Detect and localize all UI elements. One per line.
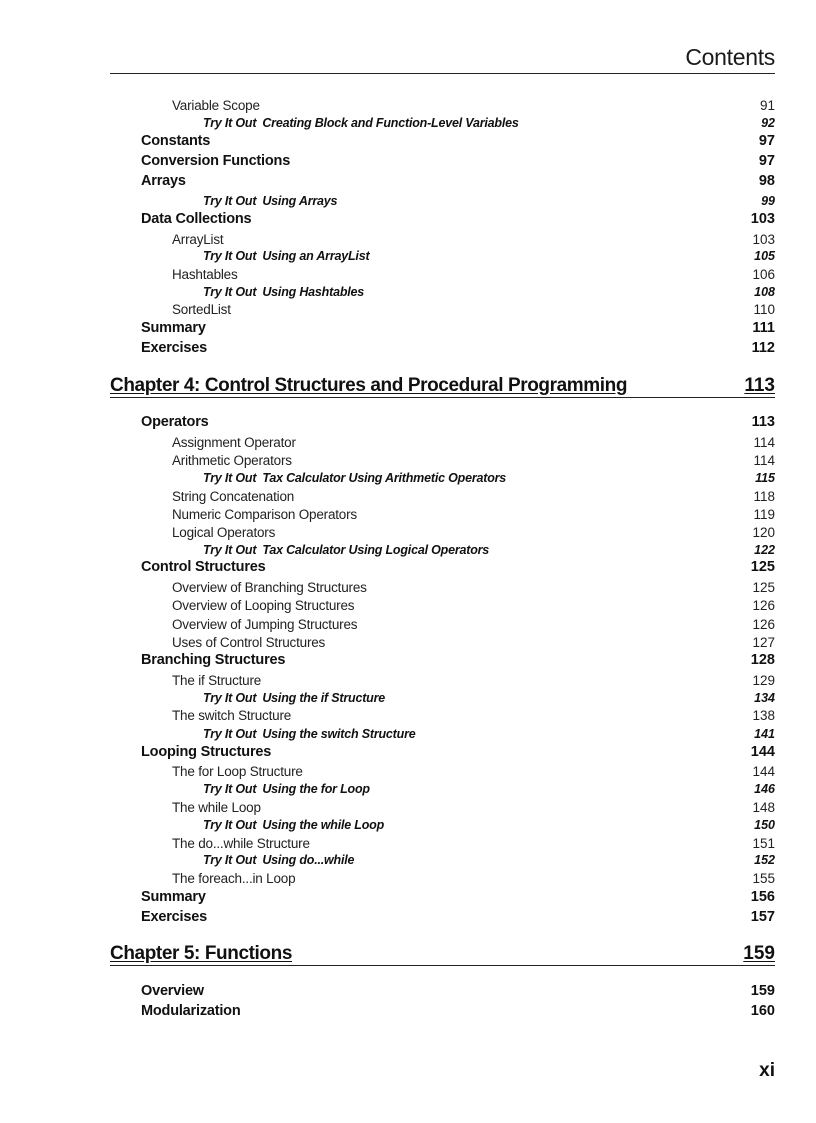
toc-entry[interactable] (0, 153, 816, 173)
try-it-out-text: Using the for Loop (262, 782, 370, 796)
toc-entry-title: String Concatenation (172, 489, 295, 504)
toc-entry-page: 120 (752, 525, 775, 540)
toc-entry[interactable] (0, 652, 816, 672)
toc-entry-title: Overview of Jumping Structures (172, 617, 358, 632)
toc-entry-page: 114 (753, 453, 775, 468)
header-rule (110, 73, 775, 74)
toc-entry-page: 110 (753, 302, 775, 317)
try-it-out-label: Try It Out (203, 782, 257, 796)
toc-entry[interactable] (0, 871, 816, 891)
toc-entry-page: 114 (753, 435, 775, 450)
toc-entry-page: 97 (758, 133, 775, 149)
toc-entry-page: 146 (754, 782, 775, 796)
toc-entry-title: Overview of Looping Structures (172, 598, 355, 613)
try-it-out-label: Try It Out (203, 116, 257, 130)
toc-entry-page: 144 (750, 744, 775, 760)
try-it-out-label: Try It Out (203, 249, 257, 263)
try-it-out-text: Tax Calculator Using Logical Operators (262, 543, 490, 557)
try-it-out-label: Try It Out (203, 727, 257, 741)
toc-entry-title: The for Loop Structure (172, 764, 303, 779)
toc-entry-page: 151 (752, 836, 775, 851)
try-it-out-text: Tax Calculator Using Arithmetic Operators (262, 471, 507, 485)
try-it-out-text: Using do...while (262, 853, 355, 867)
toc-entry-try-it-out[interactable] (0, 853, 816, 873)
try-it-out-label: Try It Out (203, 543, 257, 557)
toc-entry-title: Overview of Branching Structures (172, 580, 367, 595)
toc-entry-page: 92 (761, 116, 775, 130)
toc-entry-title: Control Structures (141, 559, 266, 575)
toc-entry[interactable] (0, 414, 816, 434)
toc-entry-page: 148 (752, 800, 775, 815)
toc-entry-title: Branching Structures (141, 652, 286, 668)
toc-entry-title: Logical Operators (172, 525, 276, 540)
toc-entry-title (203, 285, 364, 299)
toc-entry-page: 118 (753, 489, 775, 504)
toc-entry[interactable] (0, 673, 816, 693)
toc-entry-try-it-out[interactable] (0, 818, 816, 838)
try-it-out-label: Try It Out (203, 853, 257, 867)
try-it-out-text: Using the while Loop (262, 818, 385, 832)
toc-entry-title: The foreach...in Loop (172, 871, 296, 886)
toc-entry-page: 91 (759, 98, 775, 113)
toc-entry-try-it-out[interactable] (0, 249, 816, 269)
toc-entry[interactable] (0, 98, 816, 118)
try-it-out-text: Creating Block and Function-Level Variables (262, 116, 519, 130)
toc-entry-title: Data Collections (141, 211, 252, 227)
toc-entry-page: 106 (752, 267, 775, 282)
toc-entry[interactable] (0, 211, 816, 231)
toc-entry-title: The switch Structure (172, 708, 292, 723)
page-number: xi (759, 1060, 775, 1081)
chapter-5-heading[interactable] (110, 939, 775, 966)
toc-entry-page: 97 (758, 153, 775, 169)
try-it-out-label: Try It Out (203, 818, 257, 832)
toc-entry[interactable] (0, 453, 816, 473)
toc-entry[interactable] (0, 435, 816, 455)
toc-entry-title (203, 782, 370, 796)
toc-entry-page: 156 (750, 889, 775, 905)
try-it-out-label: Try It Out (203, 691, 257, 705)
toc-entry-title: SortedList (172, 302, 231, 317)
toc-entry[interactable] (0, 267, 816, 287)
toc-entry-page: 111 (752, 320, 775, 336)
toc-entry-page: 157 (750, 909, 775, 925)
toc-entry[interactable] (0, 909, 816, 929)
try-it-out-label: Try It Out (203, 471, 257, 485)
toc-entry-title: Operators (141, 414, 209, 430)
toc-entry-page: 98 (758, 173, 775, 189)
toc-entry-page: 125 (752, 580, 775, 595)
toc-entry-title: Uses of Control Structures (172, 635, 326, 650)
try-it-out-text: Using the switch Structure (262, 727, 416, 741)
toc-entry-page: 150 (754, 818, 775, 832)
chapter-page: 113 (744, 375, 775, 396)
toc-entry[interactable] (0, 889, 816, 909)
toc-entry-title (203, 471, 506, 485)
toc-entry-page: 127 (752, 635, 775, 650)
chapter-page: 159 (743, 943, 775, 964)
toc-entry-page: 113 (751, 414, 775, 430)
toc-entry-page: 103 (752, 232, 775, 247)
toc-entry-page: 119 (753, 507, 775, 522)
toc-entry-title: Arithmetic Operators (172, 453, 292, 468)
toc-entry-page: 159 (750, 983, 775, 999)
toc-entry[interactable] (0, 1003, 816, 1023)
toc-entry-page: 128 (750, 652, 775, 668)
toc-entry[interactable] (0, 489, 816, 509)
toc-entry[interactable] (0, 617, 816, 637)
toc-entry-title: The do...while Structure (172, 836, 310, 851)
toc-entry[interactable] (0, 764, 816, 784)
toc-entry-page: 160 (750, 1003, 775, 1019)
toc-entry-title: Constants (141, 133, 211, 149)
toc-entry[interactable] (0, 744, 816, 764)
toc-entry-page: 134 (754, 691, 775, 705)
toc-entry-page: 126 (752, 617, 775, 632)
toc-entry-title: Conversion Functions (141, 153, 291, 169)
page-header-title: Contents (685, 44, 775, 70)
toc-entry-title: Overview (141, 983, 204, 999)
toc-entry-page: 144 (752, 764, 775, 779)
toc-entry-page: 103 (750, 211, 775, 227)
toc-entry-try-it-out[interactable] (0, 782, 816, 802)
toc-entry-page: 99 (761, 194, 775, 208)
try-it-out-text: Using Hashtables (262, 285, 365, 299)
toc-entry-title: Looping Structures (141, 744, 272, 760)
try-it-out-text: Using an ArrayList (262, 249, 370, 263)
toc-entry-title (203, 691, 385, 705)
toc-entry-page: 108 (754, 285, 775, 299)
toc-entry-page: 129 (752, 673, 775, 688)
toc-entry-page: 141 (754, 727, 775, 741)
try-it-out-text: Using Arrays (262, 194, 338, 208)
toc-entry-title: Assignment Operator (172, 435, 296, 450)
toc-entry-title: Arrays (141, 173, 186, 189)
try-it-out-label: Try It Out (203, 194, 257, 208)
toc-entry-page: 125 (750, 559, 775, 575)
toc-entry[interactable] (0, 983, 816, 1003)
chapter-title: Chapter 4: Control Structures and Procedural Programming (110, 375, 628, 396)
toc-entry-page: 105 (754, 249, 775, 263)
toc-entry-page: 115 (755, 471, 775, 485)
toc-entry-title (203, 818, 384, 832)
toc-entry[interactable] (0, 340, 816, 360)
toc-entry[interactable] (0, 173, 816, 193)
toc-entry-title: Summary (141, 889, 206, 905)
toc-entry[interactable] (0, 708, 816, 728)
try-it-out-label: Try It Out (203, 285, 257, 299)
toc-entry[interactable] (0, 320, 816, 340)
toc-entry-page: 155 (752, 871, 775, 886)
chapter-4-heading[interactable] (110, 371, 775, 398)
toc-entry-title (203, 543, 489, 557)
toc-entry-title (203, 116, 519, 130)
toc-entry-page: 152 (754, 853, 775, 867)
toc-entry-title: Variable Scope (172, 98, 260, 113)
toc-entry[interactable] (0, 133, 816, 153)
try-it-out-text: Using the if Structure (262, 691, 386, 705)
toc-entry-title: The if Structure (172, 673, 262, 688)
toc-entry-title: Summary (141, 320, 206, 336)
toc-entry-title (203, 194, 337, 208)
toc-entry[interactable] (0, 525, 816, 545)
toc-entry-title: The while Loop (172, 800, 261, 815)
toc-entry-try-it-out[interactable] (0, 471, 816, 491)
toc-entry-title: Modularization (141, 1003, 241, 1019)
chapter-title: Chapter 5: Functions (110, 943, 293, 964)
toc-entry[interactable] (0, 800, 816, 820)
toc-entry-title: Hashtables (172, 267, 238, 282)
toc-entry-page: 138 (752, 708, 775, 723)
toc-entry-title (203, 727, 416, 741)
toc-entry-title: Exercises (141, 340, 207, 356)
toc-entry[interactable] (0, 598, 816, 618)
toc-entry-page: 122 (754, 543, 775, 557)
toc-entry-title (203, 853, 354, 867)
toc-entry-page: 126 (752, 598, 775, 613)
toc-entry[interactable] (0, 559, 816, 579)
toc-entry-title: Exercises (141, 909, 207, 925)
toc-entry-title (203, 249, 369, 263)
toc-entry-page: 112 (751, 340, 775, 356)
toc-entry-title: Numeric Comparison Operators (172, 507, 357, 522)
toc-entry[interactable] (0, 507, 816, 527)
toc-entry[interactable] (0, 302, 816, 322)
toc-entry[interactable] (0, 580, 816, 600)
toc-entry-title: ArrayList (172, 232, 224, 247)
